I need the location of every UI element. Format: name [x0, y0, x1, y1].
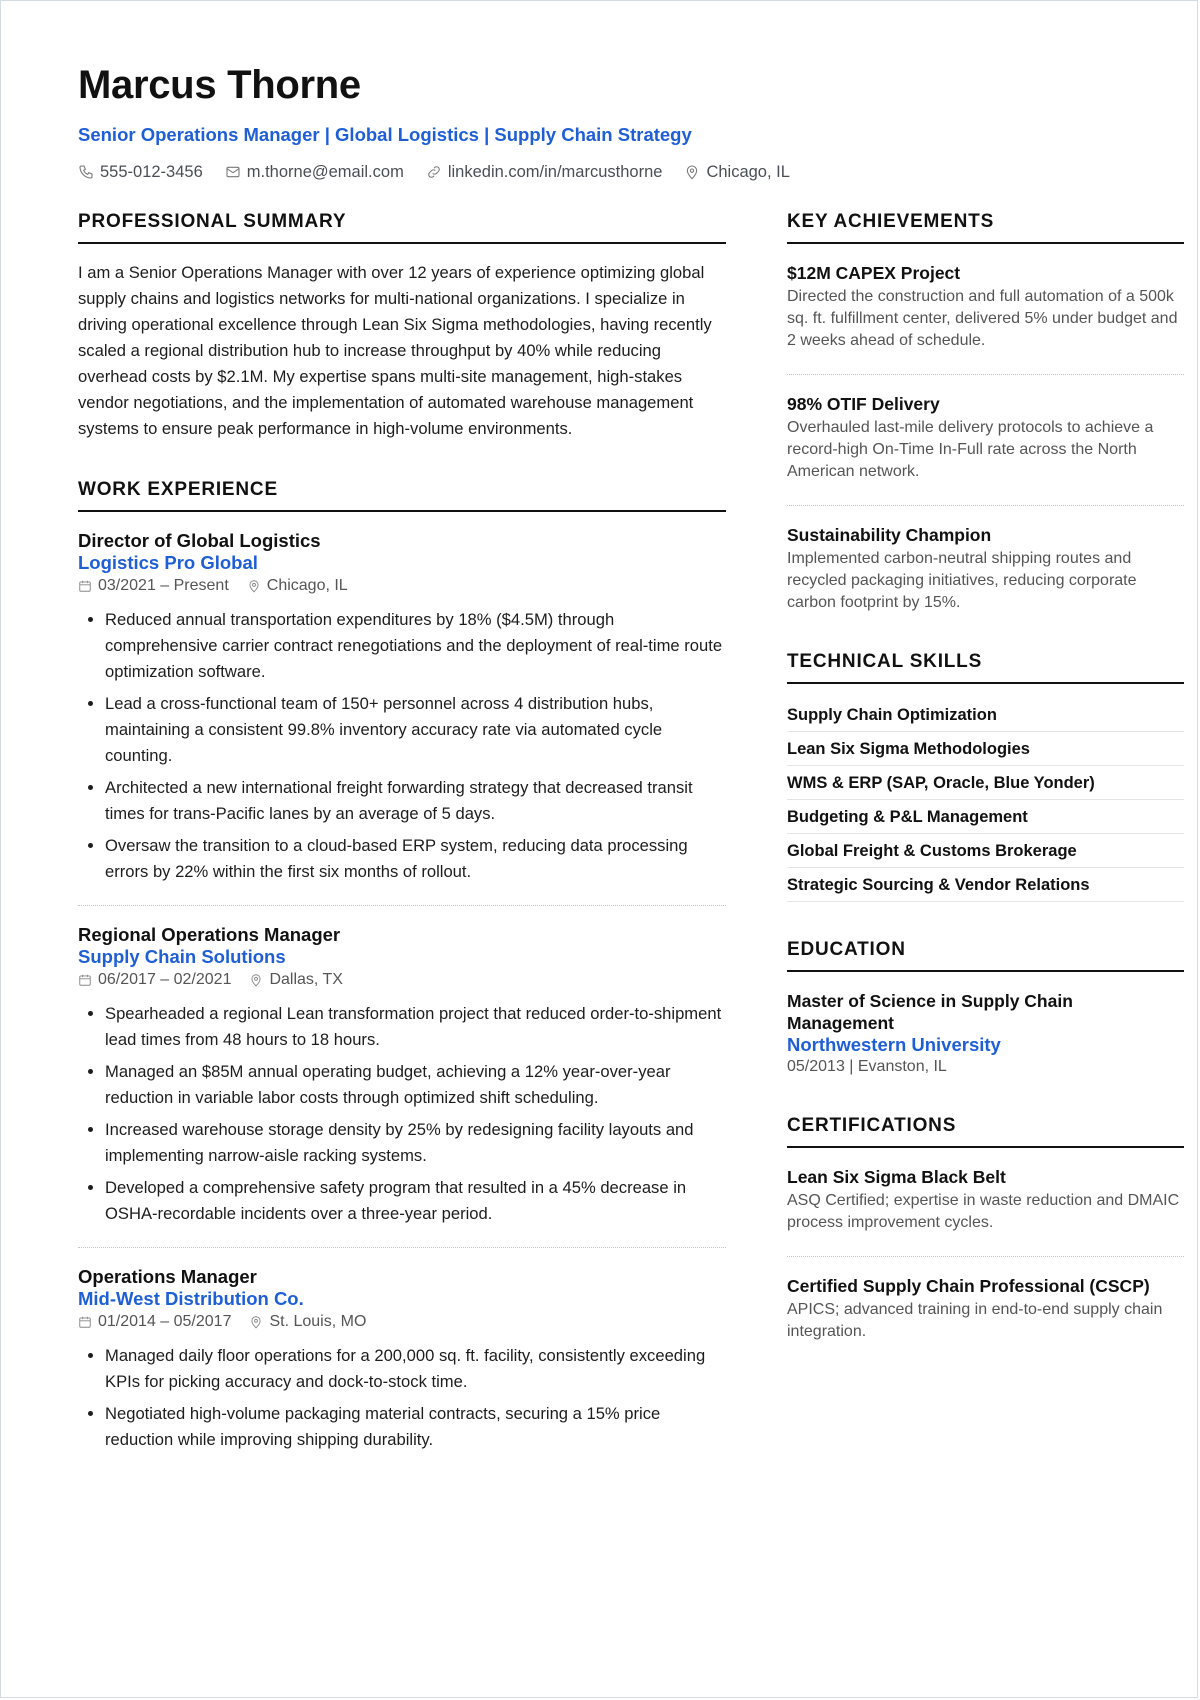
job-entry [78, 512, 726, 906]
achievement-desc: Directed the construction and full automation of a 500k sq. ft. fulfillment center, delivered 5% under budget and 2 weeks ahead of schedule. [787, 288, 1178, 349]
skill-item: Budgeting & P&L Management [787, 800, 1184, 834]
job-location [247, 575, 348, 597]
skill-item: Strategic Sourcing & Vendor Relations [787, 868, 1184, 902]
achievement-desc: Overhauled last-mile delivery protocols to achieve a record-high On-Time In-Full rate across the North American network. [787, 419, 1154, 480]
company-name: Mid-West Distribution Co. [78, 1288, 304, 1309]
job-title: Operations Manager [78, 1266, 257, 1287]
bullet-item: • Managed daily floor operations for a 200,000 sq. ft. facility, consistently exceeding KPIs for picking accuracy and dock-to-stock time. [105, 1343, 726, 1395]
job-meta [78, 969, 726, 991]
phone-text: 555-012-3456 [100, 163, 203, 181]
job-entry [78, 1248, 726, 1453]
bullet-item: • Managed an $85M annual operating budget, achieving a 12% year-over-year reduction in variable labor costs through optimized shift scheduling. [105, 1059, 726, 1111]
contact-linkedin[interactable] [426, 161, 663, 183]
certification-desc: ASQ Certified; expertise in waste reduction and DMAIC process improvement cycles. [787, 1192, 1180, 1231]
job-entry [78, 906, 726, 1248]
education-meta: 05/2013 | Evanston, IL [787, 1058, 947, 1075]
calendar-icon [78, 579, 92, 593]
email-text[interactable]: m.thorne@email.com [246, 163, 404, 181]
bullet-item: • Spearheaded a regional Lean transformation project that reduced order-to-shipment lead times from 48 hours to 18 hours. [105, 1001, 726, 1053]
mail-icon [225, 164, 241, 180]
dates-text: 03/2021 – Present [98, 577, 229, 594]
location-text: Chicago, IL [706, 163, 790, 181]
job-title: Director of Global Logistics [78, 530, 321, 551]
dates-text: 06/2017 – 02/2021 [98, 971, 232, 988]
job-bullets [78, 1343, 726, 1453]
bullet-item: • Increased warehouse storage density by 25% by redesigning facility layouts and implementing narrow-aisle racking systems. [105, 1117, 726, 1169]
headline: Senior Operations Manager | Global Logistics | Supply Chain Strategy [78, 124, 692, 145]
location-text: Dallas, TX [269, 971, 343, 988]
left-column [78, 210, 726, 1459]
achievement-item [787, 244, 1184, 375]
achievement-title: $12M CAPEX Project [787, 263, 961, 283]
location-text: St. Louis, MO [269, 1313, 367, 1330]
calendar-icon [78, 973, 92, 987]
resume-header [78, 61, 1138, 183]
achievement-desc: Implemented carbon-neutral shipping routes and recycled packaging initiatives, reducing corporate carbon footprint by 15%. [787, 550, 1137, 611]
achievement-title: 98% OTIF Delivery [787, 394, 940, 414]
candidate-name: Marcus Thorne [78, 63, 361, 107]
certification-item [787, 1148, 1184, 1257]
education-heading: EDUCATION [787, 938, 1184, 972]
job-dates [78, 969, 231, 991]
calendar-icon [78, 1315, 92, 1329]
summary-heading: PROFESSIONAL SUMMARY [78, 210, 726, 244]
contact-phone [78, 161, 203, 183]
school-name: Northwestern University [787, 1034, 1001, 1055]
skills-heading: TECHNICAL SKILLS [787, 650, 1184, 684]
map-pin-icon [249, 973, 263, 987]
skill-item: Supply Chain Optimization [787, 698, 1184, 732]
job-meta [78, 1311, 726, 1333]
job-dates [78, 1311, 231, 1333]
bullet-item: • Lead a cross-functional team of 150+ personnel across 4 distribution hubs, maintaining a consistent 99.8% inventory accuracy rate via automated cycle counting. [105, 691, 726, 769]
skill-item: Global Freight & Customs Brokerage [787, 834, 1184, 868]
summary-text: I am a Senior Operations Manager with over 12 years of experience optimizing global supply chains and logistics networks for multi-national organizations. I specialize in driving operational excellence through Lean Six Sigma methodologies, having recently scaled a regional distribution hub to increase throughput by 40% while reducing overhead costs by $2.1M. My expertise spans multi-site management, high-stakes vendor negotiations, and the implementation of automated warehouse management systems to ensure peak performance in high-volume environments. [78, 263, 712, 438]
dates-text: 01/2014 – 05/2017 [98, 1313, 232, 1330]
bullet-item: • Negotiated high-volume packaging material contracts, securing a 15% price reduction while improving shipping durability. [105, 1401, 726, 1453]
contact-email[interactable] [225, 161, 404, 183]
experience-heading: WORK EXPERIENCE [78, 478, 726, 512]
right-column [787, 210, 1184, 1343]
achievement-item [787, 375, 1184, 506]
bullet-item: • Reduced annual transportation expenditures by 18% ($4.5M) through comprehensive carrier contract renegotiations and the deployment of real-time route optimization software. [105, 607, 726, 685]
contact-location [684, 161, 789, 183]
map-pin-icon [249, 1315, 263, 1329]
map-pin-icon [684, 164, 700, 180]
company-name: Supply Chain Solutions [78, 946, 286, 967]
skill-item: Lean Six Sigma Methodologies [787, 732, 1184, 766]
job-bullets [78, 1001, 726, 1227]
bullet-item: • Developed a comprehensive safety program that resulted in a 45% decrease in OSHA-recordable incidents over a three-year period. [105, 1175, 726, 1227]
bullet-item: • Oversaw the transition to a cloud-based ERP system, reducing data processing errors by 22% within the first six months of rollout. [105, 833, 726, 885]
certification-item [787, 1257, 1184, 1343]
map-pin-icon [247, 579, 261, 593]
job-bullets [78, 607, 726, 885]
phone-icon [78, 164, 94, 180]
skills-list [787, 698, 1184, 902]
skill-item: WMS & ERP (SAP, Oracle, Blue Yonder) [787, 766, 1184, 800]
job-meta [78, 575, 726, 597]
achievement-item [787, 506, 1184, 614]
job-dates [78, 575, 229, 597]
link-icon [426, 164, 442, 180]
job-title: Regional Operations Manager [78, 924, 341, 945]
company-name: Logistics Pro Global [78, 552, 258, 573]
certification-desc: APICS; advanced training in end-to-end supply chain integration. [787, 1301, 1163, 1340]
achievements-heading: KEY ACHIEVEMENTS [787, 210, 1184, 244]
job-location [249, 969, 343, 991]
job-location [249, 1311, 366, 1333]
certifications-heading: CERTIFICATIONS [787, 1114, 1184, 1148]
education-entry [787, 972, 1184, 1078]
certification-title: Lean Six Sigma Black Belt [787, 1167, 1006, 1187]
achievement-title: Sustainability Champion [787, 525, 992, 545]
degree: Master of Science in Supply Chain Management [787, 991, 1073, 1033]
bullet-item: • Architected a new international freight forwarding strategy that decreased transit times for trans-Pacific lanes by an average of 5 days. [105, 775, 726, 827]
certification-title: Certified Supply Chain Professional (CSCP) [787, 1276, 1150, 1296]
linkedin-text[interactable]: linkedin.com/in/marcusthorne [447, 163, 663, 181]
contact-bar [78, 161, 1138, 183]
location-text: Chicago, IL [266, 577, 348, 594]
